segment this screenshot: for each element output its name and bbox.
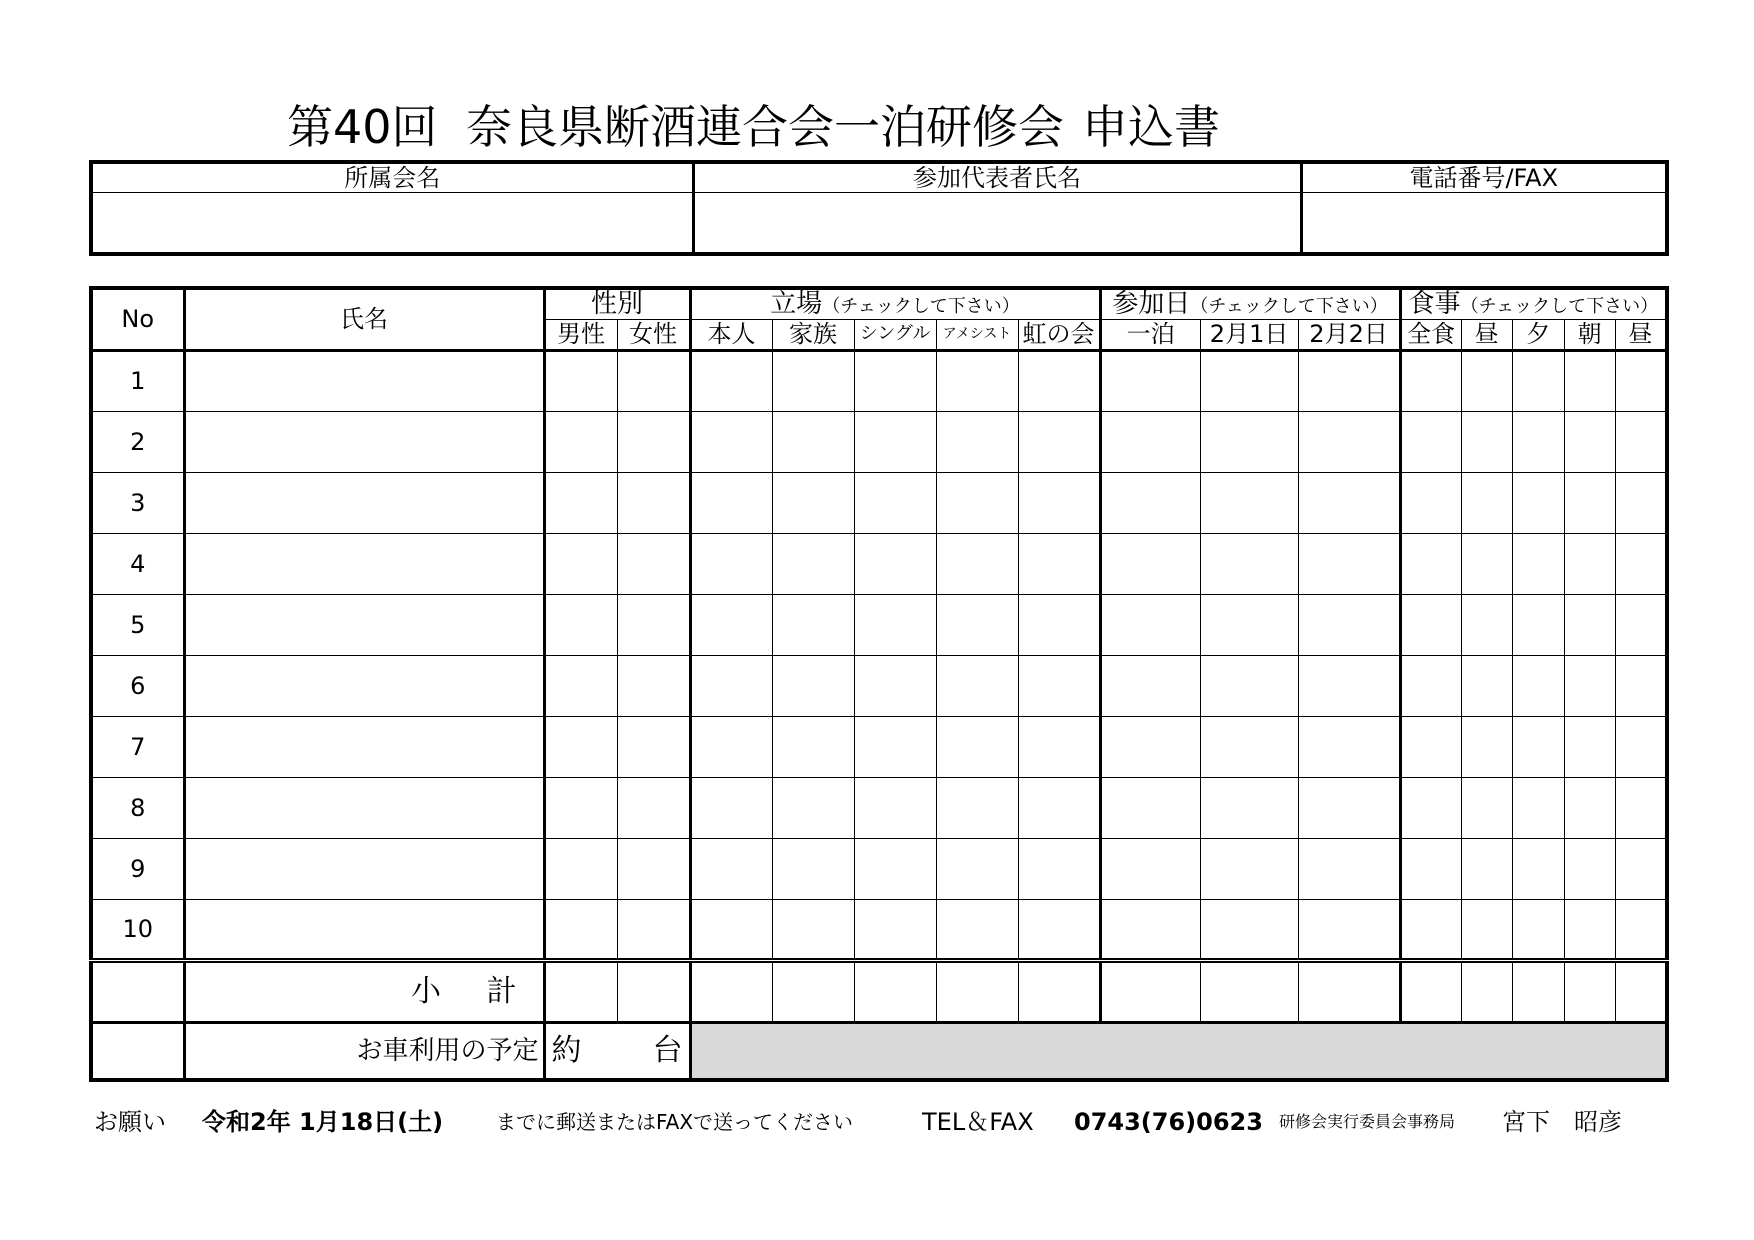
footer-tel: 0743(76)0623 bbox=[1074, 1108, 1263, 1136]
row-overnight-checkbox[interactable] bbox=[1100, 716, 1200, 777]
row-single-checkbox[interactable] bbox=[854, 777, 936, 838]
row-all-meals-checkbox[interactable] bbox=[1400, 777, 1461, 838]
row-all-meals-checkbox[interactable] bbox=[1400, 411, 1461, 472]
row-niji-checkbox[interactable] bbox=[1018, 594, 1100, 655]
row-family-checkbox[interactable] bbox=[772, 411, 854, 472]
row-number: 5 bbox=[91, 594, 184, 655]
row-dinner-checkbox[interactable] bbox=[1512, 411, 1564, 472]
table-row bbox=[91, 594, 1667, 655]
row-overnight-checkbox[interactable] bbox=[1100, 533, 1200, 594]
row-lunch2-checkbox[interactable] bbox=[1615, 472, 1667, 533]
row-feb2-checkbox[interactable] bbox=[1298, 838, 1400, 899]
row-dinner-checkbox[interactable] bbox=[1512, 899, 1564, 960]
subtotal-no-cell bbox=[91, 960, 184, 1022]
footer-person: 宮下 昭彦 bbox=[1502, 1108, 1622, 1136]
col-niji: 虹の会 bbox=[1018, 319, 1100, 350]
row-name-field[interactable] bbox=[184, 899, 544, 960]
row-single-checkbox[interactable] bbox=[854, 472, 936, 533]
row-lunch2-checkbox[interactable] bbox=[1615, 716, 1667, 777]
row-overnight-checkbox[interactable] bbox=[1100, 655, 1200, 716]
row-single-checkbox[interactable] bbox=[854, 594, 936, 655]
row-female-checkbox[interactable] bbox=[617, 472, 690, 533]
table-row bbox=[91, 838, 1667, 899]
row-name-field[interactable] bbox=[184, 716, 544, 777]
row-overnight-checkbox[interactable] bbox=[1100, 838, 1200, 899]
row-breakfast-checkbox[interactable] bbox=[1564, 594, 1615, 655]
row-female-checkbox[interactable] bbox=[617, 777, 690, 838]
row-niji-checkbox[interactable] bbox=[1018, 655, 1100, 716]
col-amethyst: アメシスト bbox=[936, 319, 1018, 350]
row-number: 7 bbox=[91, 716, 184, 777]
header-no: No bbox=[91, 288, 184, 350]
col-all-meals: 全食 bbox=[1400, 319, 1461, 350]
row-family-checkbox[interactable] bbox=[772, 777, 854, 838]
row-overnight-checkbox[interactable] bbox=[1100, 594, 1200, 655]
row-amethyst-checkbox[interactable] bbox=[936, 838, 1018, 899]
row-lunch1-checkbox[interactable] bbox=[1461, 655, 1512, 716]
row-male-checkbox[interactable] bbox=[544, 899, 617, 960]
row-dinner-checkbox[interactable] bbox=[1512, 472, 1564, 533]
row-all-meals-checkbox[interactable] bbox=[1400, 594, 1461, 655]
row-feb2-checkbox[interactable] bbox=[1298, 472, 1400, 533]
title-event: 奈良県断酒連合会一泊研修会 bbox=[466, 100, 1064, 154]
table-row bbox=[91, 655, 1667, 716]
row-self-checkbox[interactable] bbox=[690, 533, 772, 594]
row-amethyst-checkbox[interactable] bbox=[936, 350, 1018, 411]
col-lunch2: 昼 bbox=[1615, 319, 1667, 350]
row-amethyst-checkbox[interactable] bbox=[936, 533, 1018, 594]
table-row bbox=[91, 716, 1667, 777]
row-lunch1-checkbox[interactable] bbox=[1461, 411, 1512, 472]
header-meals: 食事（チェックして下さい） bbox=[1400, 288, 1667, 319]
subtotal-self[interactable] bbox=[690, 960, 772, 1022]
subtotal-feb1[interactable] bbox=[1200, 960, 1298, 1022]
row-all-meals-checkbox[interactable] bbox=[1400, 655, 1461, 716]
row-all-meals-checkbox[interactable] bbox=[1400, 472, 1461, 533]
applicant-info-table bbox=[89, 160, 1669, 256]
col-male: 男性 bbox=[544, 319, 617, 350]
row-male-checkbox[interactable] bbox=[544, 716, 617, 777]
row-overnight-checkbox[interactable] bbox=[1100, 899, 1200, 960]
row-niji-checkbox[interactable] bbox=[1018, 777, 1100, 838]
row-breakfast-checkbox[interactable] bbox=[1564, 655, 1615, 716]
row-breakfast-checkbox[interactable] bbox=[1564, 350, 1615, 411]
row-male-checkbox[interactable] bbox=[544, 838, 617, 899]
footer-deadline: 令和2年 1月18日(土) bbox=[202, 1108, 444, 1136]
page-title bbox=[0, 98, 1754, 156]
col-overnight: 一泊 bbox=[1100, 319, 1200, 350]
row-feb2-checkbox[interactable] bbox=[1298, 533, 1400, 594]
row-amethyst-checkbox[interactable] bbox=[936, 655, 1018, 716]
subtotal-breakfast[interactable] bbox=[1564, 960, 1615, 1022]
header-position: 立場（チェックして下さい） bbox=[690, 288, 1100, 319]
row-self-checkbox[interactable] bbox=[690, 838, 772, 899]
col-lunch1: 昼 bbox=[1461, 319, 1512, 350]
subtotal-female[interactable] bbox=[617, 960, 690, 1022]
row-male-checkbox[interactable] bbox=[544, 777, 617, 838]
title-suffix: 申込書 bbox=[1082, 100, 1220, 154]
footer-tel-label: TEL＆FAX bbox=[922, 1108, 1034, 1136]
row-female-checkbox[interactable] bbox=[617, 716, 690, 777]
row-feb2-checkbox[interactable] bbox=[1298, 411, 1400, 472]
header-phone-fax: 電話番号/FAX bbox=[1301, 162, 1667, 192]
row-single-checkbox[interactable] bbox=[854, 655, 936, 716]
row-breakfast-checkbox[interactable] bbox=[1564, 899, 1615, 960]
row-self-checkbox[interactable] bbox=[690, 655, 772, 716]
row-niji-checkbox[interactable] bbox=[1018, 716, 1100, 777]
subtotal-all-meals[interactable] bbox=[1400, 960, 1461, 1022]
row-feb2-checkbox[interactable] bbox=[1298, 716, 1400, 777]
table-row bbox=[91, 350, 1667, 411]
row-breakfast-checkbox[interactable] bbox=[1564, 838, 1615, 899]
row-feb1-checkbox[interactable] bbox=[1200, 838, 1298, 899]
row-number: 4 bbox=[91, 533, 184, 594]
row-overnight-checkbox[interactable] bbox=[1100, 472, 1200, 533]
row-name-field[interactable] bbox=[184, 472, 544, 533]
row-niji-checkbox[interactable] bbox=[1018, 533, 1100, 594]
row-amethyst-checkbox[interactable] bbox=[936, 899, 1018, 960]
row-lunch1-checkbox[interactable] bbox=[1461, 838, 1512, 899]
row-all-meals-checkbox[interactable] bbox=[1400, 899, 1461, 960]
row-dinner-checkbox[interactable] bbox=[1512, 716, 1564, 777]
row-female-checkbox[interactable] bbox=[617, 411, 690, 472]
row-lunch1-checkbox[interactable] bbox=[1461, 716, 1512, 777]
row-lunch2-checkbox[interactable] bbox=[1615, 838, 1667, 899]
row-niji-checkbox[interactable] bbox=[1018, 899, 1100, 960]
row-overnight-checkbox[interactable] bbox=[1100, 777, 1200, 838]
row-feb1-checkbox[interactable] bbox=[1200, 594, 1298, 655]
row-amethyst-checkbox[interactable] bbox=[936, 716, 1018, 777]
row-feb1-checkbox[interactable] bbox=[1200, 655, 1298, 716]
row-feb2-checkbox[interactable] bbox=[1298, 777, 1400, 838]
row-feb1-checkbox[interactable] bbox=[1200, 899, 1298, 960]
row-feb1-checkbox[interactable] bbox=[1200, 411, 1298, 472]
row-male-checkbox[interactable] bbox=[544, 350, 617, 411]
row-all-meals-checkbox[interactable] bbox=[1400, 716, 1461, 777]
footer-lead: お願い bbox=[94, 1108, 166, 1136]
row-breakfast-checkbox[interactable] bbox=[1564, 716, 1615, 777]
row-amethyst-checkbox[interactable] bbox=[936, 472, 1018, 533]
row-dinner-checkbox[interactable] bbox=[1512, 655, 1564, 716]
row-niji-checkbox[interactable] bbox=[1018, 838, 1100, 899]
row-breakfast-checkbox[interactable] bbox=[1564, 411, 1615, 472]
row-feb1-checkbox[interactable] bbox=[1200, 777, 1298, 838]
col-single: シングル bbox=[854, 319, 936, 350]
row-name-field[interactable] bbox=[184, 350, 544, 411]
row-name-field[interactable] bbox=[184, 838, 544, 899]
row-overnight-checkbox[interactable] bbox=[1100, 411, 1200, 472]
row-female-checkbox[interactable] bbox=[617, 594, 690, 655]
footer-note bbox=[94, 1105, 1674, 1139]
row-male-checkbox[interactable] bbox=[544, 411, 617, 472]
row-lunch2-checkbox[interactable] bbox=[1615, 655, 1667, 716]
col-feb1: 2月1日 bbox=[1200, 319, 1298, 350]
row-self-checkbox[interactable] bbox=[690, 716, 772, 777]
subtotal-amethyst[interactable] bbox=[936, 960, 1018, 1022]
row-all-meals-checkbox[interactable] bbox=[1400, 533, 1461, 594]
row-self-checkbox[interactable] bbox=[690, 350, 772, 411]
car-no-cell bbox=[91, 1022, 184, 1080]
row-lunch2-checkbox[interactable] bbox=[1615, 411, 1667, 472]
row-lunch2-checkbox[interactable] bbox=[1615, 594, 1667, 655]
row-lunch1-checkbox[interactable] bbox=[1461, 899, 1512, 960]
col-family: 家族 bbox=[772, 319, 854, 350]
row-single-checkbox[interactable] bbox=[854, 899, 936, 960]
row-lunch1-checkbox[interactable] bbox=[1461, 777, 1512, 838]
header-representative: 参加代表者氏名 bbox=[693, 162, 1301, 192]
row-male-checkbox[interactable] bbox=[544, 533, 617, 594]
row-female-checkbox[interactable] bbox=[617, 533, 690, 594]
row-number: 2 bbox=[91, 411, 184, 472]
subtotal-single[interactable] bbox=[854, 960, 936, 1022]
row-niji-checkbox[interactable] bbox=[1018, 472, 1100, 533]
col-female: 女性 bbox=[617, 319, 690, 350]
col-feb2: 2月2日 bbox=[1298, 319, 1400, 350]
row-self-checkbox[interactable] bbox=[690, 472, 772, 533]
row-family-checkbox[interactable] bbox=[772, 594, 854, 655]
row-family-checkbox[interactable] bbox=[772, 655, 854, 716]
row-all-meals-checkbox[interactable] bbox=[1400, 350, 1461, 411]
row-overnight-checkbox[interactable] bbox=[1100, 350, 1200, 411]
table-row bbox=[91, 899, 1667, 960]
row-single-checkbox[interactable] bbox=[854, 350, 936, 411]
row-dinner-checkbox[interactable] bbox=[1512, 533, 1564, 594]
row-feb1-checkbox[interactable] bbox=[1200, 472, 1298, 533]
row-male-checkbox[interactable] bbox=[544, 594, 617, 655]
row-number: 8 bbox=[91, 777, 184, 838]
subtotal-lunch2[interactable] bbox=[1615, 960, 1667, 1022]
row-feb2-checkbox[interactable] bbox=[1298, 594, 1400, 655]
car-label: お車利用の予定 bbox=[184, 1022, 544, 1080]
row-lunch2-checkbox[interactable] bbox=[1615, 899, 1667, 960]
car-shaded-area bbox=[690, 1022, 1667, 1080]
subtotal-dinner[interactable] bbox=[1512, 960, 1564, 1022]
row-feb2-checkbox[interactable] bbox=[1298, 350, 1400, 411]
row-lunch1-checkbox[interactable] bbox=[1461, 533, 1512, 594]
row-number: 3 bbox=[91, 472, 184, 533]
row-lunch2-checkbox[interactable] bbox=[1615, 533, 1667, 594]
subtotal-family[interactable] bbox=[772, 960, 854, 1022]
row-male-checkbox[interactable] bbox=[544, 472, 617, 533]
row-family-checkbox[interactable] bbox=[772, 899, 854, 960]
row-breakfast-checkbox[interactable] bbox=[1564, 533, 1615, 594]
row-number: 6 bbox=[91, 655, 184, 716]
col-dinner: 夕 bbox=[1512, 319, 1564, 350]
row-breakfast-checkbox[interactable] bbox=[1564, 472, 1615, 533]
row-single-checkbox[interactable] bbox=[854, 411, 936, 472]
row-lunch1-checkbox[interactable] bbox=[1461, 350, 1512, 411]
row-family-checkbox[interactable] bbox=[772, 472, 854, 533]
row-number: 10 bbox=[91, 899, 184, 960]
row-name-field[interactable] bbox=[184, 533, 544, 594]
row-lunch2-checkbox[interactable] bbox=[1615, 350, 1667, 411]
row-self-checkbox[interactable] bbox=[690, 777, 772, 838]
row-single-checkbox[interactable] bbox=[854, 716, 936, 777]
row-single-checkbox[interactable] bbox=[854, 838, 936, 899]
row-lunch2-checkbox[interactable] bbox=[1615, 777, 1667, 838]
row-female-checkbox[interactable] bbox=[617, 838, 690, 899]
row-feb1-checkbox[interactable] bbox=[1200, 533, 1298, 594]
row-self-checkbox[interactable] bbox=[690, 594, 772, 655]
row-niji-checkbox[interactable] bbox=[1018, 411, 1100, 472]
subtotal-feb2[interactable] bbox=[1298, 960, 1400, 1022]
phone-fax-field[interactable] bbox=[1301, 192, 1667, 254]
subtotal-overnight[interactable] bbox=[1100, 960, 1200, 1022]
col-self: 本人 bbox=[690, 319, 772, 350]
row-dinner-checkbox[interactable] bbox=[1512, 777, 1564, 838]
row-breakfast-checkbox[interactable] bbox=[1564, 777, 1615, 838]
row-amethyst-checkbox[interactable] bbox=[936, 411, 1018, 472]
row-amethyst-checkbox[interactable] bbox=[936, 777, 1018, 838]
row-feb1-checkbox[interactable] bbox=[1200, 350, 1298, 411]
row-male-checkbox[interactable] bbox=[544, 655, 617, 716]
row-lunch1-checkbox[interactable] bbox=[1461, 472, 1512, 533]
table-row bbox=[91, 472, 1667, 533]
title-edition: 第40回 bbox=[287, 100, 438, 154]
row-dinner-checkbox[interactable] bbox=[1512, 350, 1564, 411]
subtotal-niji[interactable] bbox=[1018, 960, 1100, 1022]
subtotal-label: 小 計 bbox=[184, 960, 544, 1022]
row-dinner-checkbox[interactable] bbox=[1512, 838, 1564, 899]
footer-instruction: までに郵送またはFAXで送ってください bbox=[496, 1110, 854, 1134]
row-family-checkbox[interactable] bbox=[772, 533, 854, 594]
header-name: 氏名 bbox=[184, 288, 544, 350]
header-days: 参加日（チェックして下さい） bbox=[1100, 288, 1400, 319]
row-feb1-checkbox[interactable] bbox=[1200, 716, 1298, 777]
table-row bbox=[91, 777, 1667, 838]
row-self-checkbox[interactable] bbox=[690, 411, 772, 472]
row-feb2-checkbox[interactable] bbox=[1298, 899, 1400, 960]
subtotal-lunch1[interactable] bbox=[1461, 960, 1512, 1022]
row-single-checkbox[interactable] bbox=[854, 533, 936, 594]
row-feb2-checkbox[interactable] bbox=[1298, 655, 1400, 716]
row-family-checkbox[interactable] bbox=[772, 350, 854, 411]
representative-field[interactable] bbox=[693, 192, 1301, 254]
table-row bbox=[91, 411, 1667, 472]
row-self-checkbox[interactable] bbox=[690, 899, 772, 960]
header-gender: 性別 bbox=[544, 288, 690, 319]
table-row bbox=[91, 533, 1667, 594]
row-female-checkbox[interactable] bbox=[617, 350, 690, 411]
row-female-checkbox[interactable] bbox=[617, 655, 690, 716]
row-female-checkbox[interactable] bbox=[617, 899, 690, 960]
row-family-checkbox[interactable] bbox=[772, 716, 854, 777]
row-niji-checkbox[interactable] bbox=[1018, 350, 1100, 411]
row-name-field[interactable] bbox=[184, 594, 544, 655]
car-count-field[interactable]: 約 台 bbox=[544, 1022, 690, 1080]
col-breakfast: 朝 bbox=[1564, 319, 1615, 350]
row-lunch1-checkbox[interactable] bbox=[1461, 594, 1512, 655]
row-number: 1 bbox=[91, 350, 184, 411]
row-name-field[interactable] bbox=[184, 411, 544, 472]
footer-office: 研修会実行委員会事務局 bbox=[1279, 1112, 1456, 1131]
header-group-name: 所属会名 bbox=[91, 162, 693, 192]
group-name-field[interactable] bbox=[91, 192, 693, 254]
row-dinner-checkbox[interactable] bbox=[1512, 594, 1564, 655]
row-name-field[interactable] bbox=[184, 655, 544, 716]
row-amethyst-checkbox[interactable] bbox=[936, 594, 1018, 655]
row-name-field[interactable] bbox=[184, 777, 544, 838]
participant-table bbox=[89, 286, 1669, 1082]
row-number: 9 bbox=[91, 838, 184, 899]
row-family-checkbox[interactable] bbox=[772, 838, 854, 899]
subtotal-male[interactable] bbox=[544, 960, 617, 1022]
row-all-meals-checkbox[interactable] bbox=[1400, 838, 1461, 899]
